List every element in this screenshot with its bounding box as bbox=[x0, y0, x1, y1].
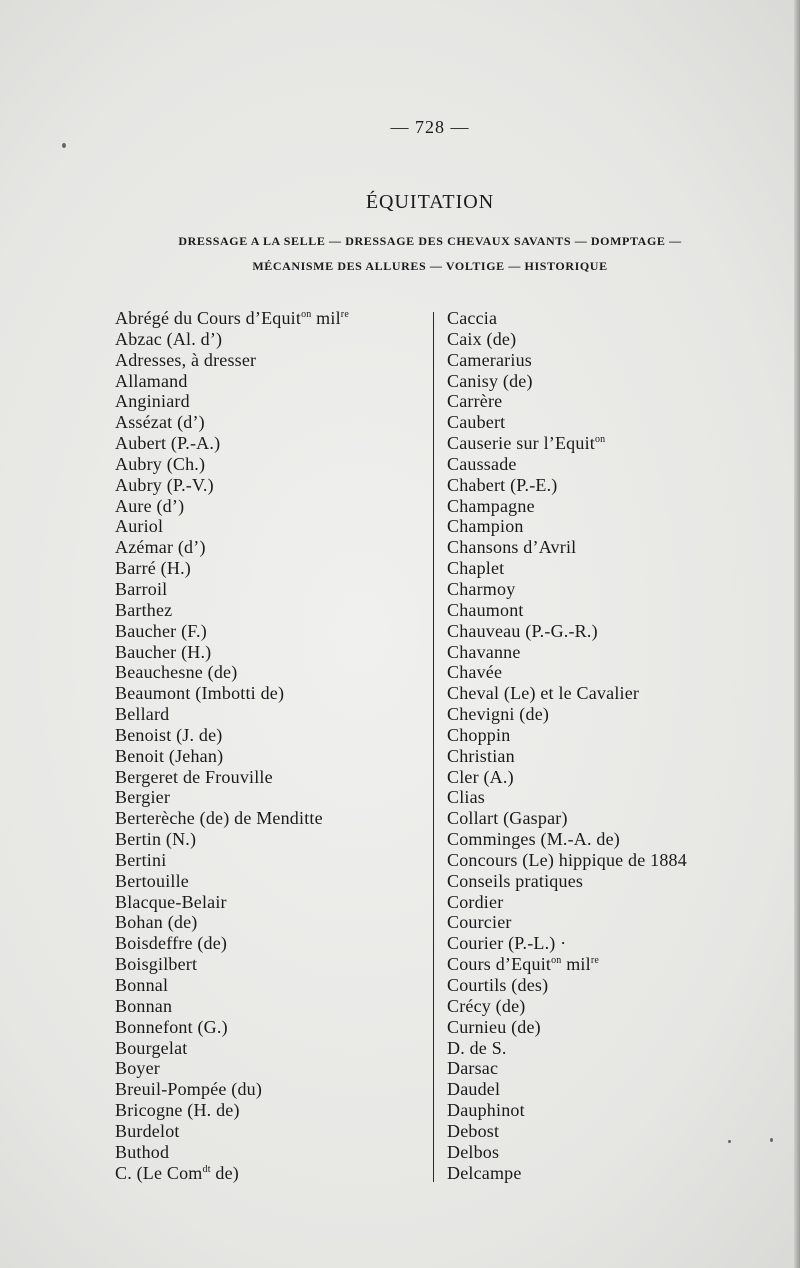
entry-text: Chaplet bbox=[447, 558, 505, 579]
entry-text: Caix (de) bbox=[447, 328, 517, 349]
index-entry bbox=[115, 454, 349, 475]
entry-text: de) bbox=[210, 1162, 239, 1183]
index-entry bbox=[447, 1121, 687, 1142]
index-entry bbox=[115, 1121, 349, 1142]
index-entry bbox=[115, 433, 349, 454]
entry-text: C. (Le Com bbox=[115, 1162, 203, 1183]
entry-superscript: re bbox=[590, 955, 599, 967]
index-entry bbox=[115, 996, 349, 1017]
index-entry bbox=[447, 433, 687, 454]
entry-text: Bergeret de Frouville bbox=[115, 766, 273, 787]
entry-text: Chavée bbox=[447, 662, 503, 683]
entry-text: Charmoy bbox=[447, 578, 516, 599]
section-subtitle-line-2: MÉCANISME DES ALLURES — VOLTIGE — HISTORIQUE bbox=[252, 259, 608, 273]
page-number: — 728 — bbox=[390, 117, 470, 137]
index-entry bbox=[447, 475, 687, 496]
entry-text: Adresses, à dresser bbox=[115, 349, 257, 370]
index-entry bbox=[447, 454, 687, 475]
entry-text: Bonnan bbox=[115, 995, 173, 1016]
entry-text: Berterèche (de) de Menditte bbox=[115, 808, 323, 829]
entry-text: Cordier bbox=[447, 891, 504, 912]
index-entry bbox=[447, 642, 687, 663]
index-entry bbox=[447, 1058, 687, 1079]
index-entry bbox=[115, 725, 349, 746]
entry-text: mil bbox=[311, 308, 341, 328]
entry-text: Conseils pratiques bbox=[447, 870, 584, 891]
index-entry bbox=[447, 787, 687, 808]
index-entry bbox=[447, 746, 687, 767]
entry-text: Bertin (N.) bbox=[115, 829, 197, 850]
index-entry bbox=[115, 558, 349, 579]
index-entry bbox=[115, 412, 349, 433]
index-entry bbox=[115, 516, 349, 537]
entry-text: Barroil bbox=[115, 578, 168, 599]
section-subtitle-line-1: DRESSAGE A LA SELLE — DRESSAGE DES CHEVAUX SAVANTS — DOMPTAGE — bbox=[178, 234, 682, 248]
index-entry bbox=[115, 1038, 349, 1059]
index-entry bbox=[115, 537, 349, 558]
entry-text: Chaumont bbox=[447, 599, 524, 620]
entry-text: Assézat (d’) bbox=[115, 412, 205, 433]
index-entry bbox=[447, 621, 687, 642]
index-entry bbox=[115, 1100, 349, 1121]
entry-text: Aubert (P.-A.) bbox=[115, 433, 221, 454]
entry-text: Bonnal bbox=[115, 975, 169, 995]
index-entry bbox=[115, 1163, 349, 1184]
entry-superscript: re bbox=[340, 309, 349, 320]
entry-text: Boisdeffre (de) bbox=[115, 933, 228, 954]
index-entry bbox=[447, 371, 687, 392]
index-entry bbox=[447, 558, 687, 579]
index-entry bbox=[447, 1017, 687, 1038]
index-entry bbox=[447, 412, 687, 433]
entry-text: Curnieu (de) bbox=[447, 1016, 541, 1037]
entry-text: Chauveau (P.-G.-R.) bbox=[447, 620, 598, 641]
index-entry bbox=[115, 350, 349, 371]
entry-text: Benoit (Jehan) bbox=[115, 745, 224, 766]
entry-text: Darsac bbox=[447, 1058, 499, 1079]
index-entry bbox=[115, 329, 349, 350]
index-entry bbox=[447, 912, 687, 933]
entry-text: Carrère bbox=[447, 391, 503, 412]
entry-text: D. de S. bbox=[447, 1037, 507, 1058]
entry-text: Christian bbox=[447, 745, 515, 766]
index-entry bbox=[447, 350, 687, 371]
index-entry bbox=[447, 767, 687, 788]
index-entry bbox=[115, 621, 349, 642]
entry-superscript: on bbox=[594, 434, 606, 446]
index-entry bbox=[115, 975, 349, 996]
index-entry bbox=[115, 850, 349, 871]
entry-text: Courcier bbox=[447, 912, 512, 933]
index-entry bbox=[115, 391, 349, 412]
index-entry bbox=[447, 662, 687, 683]
index-entry bbox=[447, 808, 687, 829]
index-entry bbox=[447, 871, 687, 892]
entry-text: Aure (d’) bbox=[115, 495, 185, 516]
entry-text: Courier (P.-L.) · bbox=[447, 933, 567, 954]
entry-text: Aubry (Ch.) bbox=[115, 453, 206, 474]
entry-text: Bellard bbox=[115, 704, 170, 725]
entry-text: Caccia bbox=[447, 308, 498, 328]
entry-text: Cler (A.) bbox=[447, 766, 514, 787]
entry-text: Delbos bbox=[447, 1141, 500, 1162]
index-entry bbox=[115, 1142, 349, 1163]
entry-text: Azémar (d’) bbox=[115, 537, 206, 558]
paper-speck bbox=[770, 1138, 773, 1142]
entry-text: Bonnefont (G.) bbox=[115, 1016, 228, 1037]
entry-text: Dauphinot bbox=[447, 1100, 525, 1121]
entry-text: Bourgelat bbox=[115, 1037, 188, 1058]
entry-superscript: on bbox=[301, 309, 312, 320]
index-entry bbox=[447, 683, 687, 704]
entry-text: Chavanne bbox=[447, 641, 521, 662]
index-entry bbox=[115, 642, 349, 663]
entry-text: Chevigni (de) bbox=[447, 704, 550, 725]
index-entry bbox=[447, 308, 687, 329]
index-entry bbox=[115, 683, 349, 704]
index-entry bbox=[115, 1017, 349, 1038]
index-entry bbox=[115, 787, 349, 808]
index-entry bbox=[447, 1163, 687, 1184]
entry-text: Canisy (de) bbox=[447, 370, 533, 391]
index-entry bbox=[447, 996, 687, 1017]
index-entry bbox=[447, 933, 687, 954]
index-entry bbox=[115, 767, 349, 788]
entry-text: Beauchesne (de) bbox=[115, 662, 238, 683]
entry-text: Collart (Gaspar) bbox=[447, 808, 568, 829]
index-entry bbox=[447, 704, 687, 725]
paper-speck bbox=[62, 143, 66, 148]
entry-text: Breuil-Pompée (du) bbox=[115, 1079, 263, 1100]
entry-text: Anginiard bbox=[115, 391, 190, 412]
index-entry bbox=[447, 954, 687, 975]
index-entry bbox=[115, 662, 349, 683]
entry-text: Crécy (de) bbox=[447, 995, 526, 1016]
entry-text: Beaumont (Imbotti de) bbox=[115, 683, 285, 704]
entry-text: Barré (H.) bbox=[115, 558, 191, 579]
index-entry bbox=[115, 308, 349, 329]
entry-superscript: on bbox=[551, 955, 562, 967]
index-entry bbox=[447, 579, 687, 600]
entry-text: Champion bbox=[447, 516, 524, 537]
index-entry bbox=[115, 808, 349, 829]
entry-text: Auriol bbox=[115, 516, 164, 537]
entry-text: Blacque-Belair bbox=[115, 891, 227, 912]
entry-text: Boyer bbox=[115, 1058, 160, 1079]
entry-text: Caussade bbox=[447, 453, 517, 474]
index-entry bbox=[115, 933, 349, 954]
index-entry bbox=[115, 704, 349, 725]
index-entry bbox=[115, 871, 349, 892]
index-column-right bbox=[447, 308, 687, 1183]
column-divider bbox=[433, 312, 434, 1182]
index-entry bbox=[447, 975, 687, 996]
index-entry bbox=[115, 579, 349, 600]
index-entry bbox=[447, 850, 687, 871]
entry-text: Camerarius bbox=[447, 349, 532, 370]
entry-text: Bohan (de) bbox=[115, 912, 198, 933]
index-entry bbox=[115, 1058, 349, 1079]
entry-text: Baucher (H.) bbox=[115, 641, 212, 662]
section-title: ÉQUITATION bbox=[365, 191, 495, 213]
entry-text: Champagne bbox=[447, 495, 535, 516]
entry-text: Bergier bbox=[115, 787, 171, 808]
index-entry bbox=[447, 1079, 687, 1100]
entry-text: Concours (Le) hippique de 1884 bbox=[447, 849, 687, 870]
entry-text: mil bbox=[561, 954, 591, 975]
entry-text: Delcampe bbox=[447, 1162, 522, 1183]
entry-text: Boisgilbert bbox=[115, 954, 198, 975]
index-entry bbox=[115, 371, 349, 392]
entry-text: Aubry (P.-V.) bbox=[115, 474, 214, 495]
index-entry bbox=[115, 1079, 349, 1100]
index-entry bbox=[115, 746, 349, 767]
entry-text: Choppin bbox=[447, 724, 511, 745]
index-entry bbox=[115, 912, 349, 933]
entry-text: Debost bbox=[447, 1120, 500, 1141]
index-entry bbox=[115, 954, 349, 975]
index-entry bbox=[447, 537, 687, 558]
entry-text: Abzac (Al. d’) bbox=[115, 328, 223, 349]
entry-text: Chabert (P.-E.) bbox=[447, 474, 558, 495]
entry-superscript: dt bbox=[202, 1163, 211, 1175]
index-entry bbox=[447, 496, 687, 517]
index-entry bbox=[115, 496, 349, 517]
entry-text: Buthod bbox=[115, 1141, 170, 1162]
entry-text: Allamand bbox=[115, 370, 188, 391]
index-entry bbox=[447, 829, 687, 850]
index-entry bbox=[447, 725, 687, 746]
paper-speck bbox=[728, 1140, 731, 1143]
entry-text: Bertouille bbox=[115, 870, 189, 891]
entry-text: Caubert bbox=[447, 412, 506, 433]
index-entry bbox=[447, 600, 687, 621]
entry-text: Burdelot bbox=[115, 1120, 180, 1141]
index-entry bbox=[115, 600, 349, 621]
index-entry bbox=[115, 892, 349, 913]
entry-text: Baucher (F.) bbox=[115, 620, 207, 641]
entry-text: Cheval (Le) et le Cavalier bbox=[447, 683, 640, 704]
index-entry bbox=[447, 516, 687, 537]
entry-text: Benoist (J. de) bbox=[115, 724, 223, 745]
entry-text: Daudel bbox=[447, 1079, 501, 1100]
index-column-left bbox=[115, 308, 349, 1183]
index-entry bbox=[447, 1038, 687, 1059]
index-entry bbox=[115, 475, 349, 496]
entry-text: Clias bbox=[447, 787, 486, 808]
entry-text: Abrégé du Cours d’Equit bbox=[115, 308, 302, 328]
index-entry bbox=[115, 829, 349, 850]
index-entry bbox=[447, 391, 687, 412]
entry-text: Courtils (des) bbox=[447, 975, 549, 995]
entry-text: Cours d’Equit bbox=[447, 954, 552, 975]
index-entry bbox=[447, 1100, 687, 1121]
index-entry bbox=[447, 1142, 687, 1163]
entry-text: Comminges (M.-A. de) bbox=[447, 829, 620, 850]
entry-text: Causerie sur l’Equit bbox=[447, 433, 595, 454]
entry-text: Barthez bbox=[115, 599, 173, 620]
index-entry bbox=[447, 329, 687, 350]
entry-text: Bricogne (H. de) bbox=[115, 1100, 240, 1121]
index-entry bbox=[447, 892, 687, 913]
entry-text: Chansons d’Avril bbox=[447, 537, 577, 558]
entry-text: Bertini bbox=[115, 849, 167, 870]
